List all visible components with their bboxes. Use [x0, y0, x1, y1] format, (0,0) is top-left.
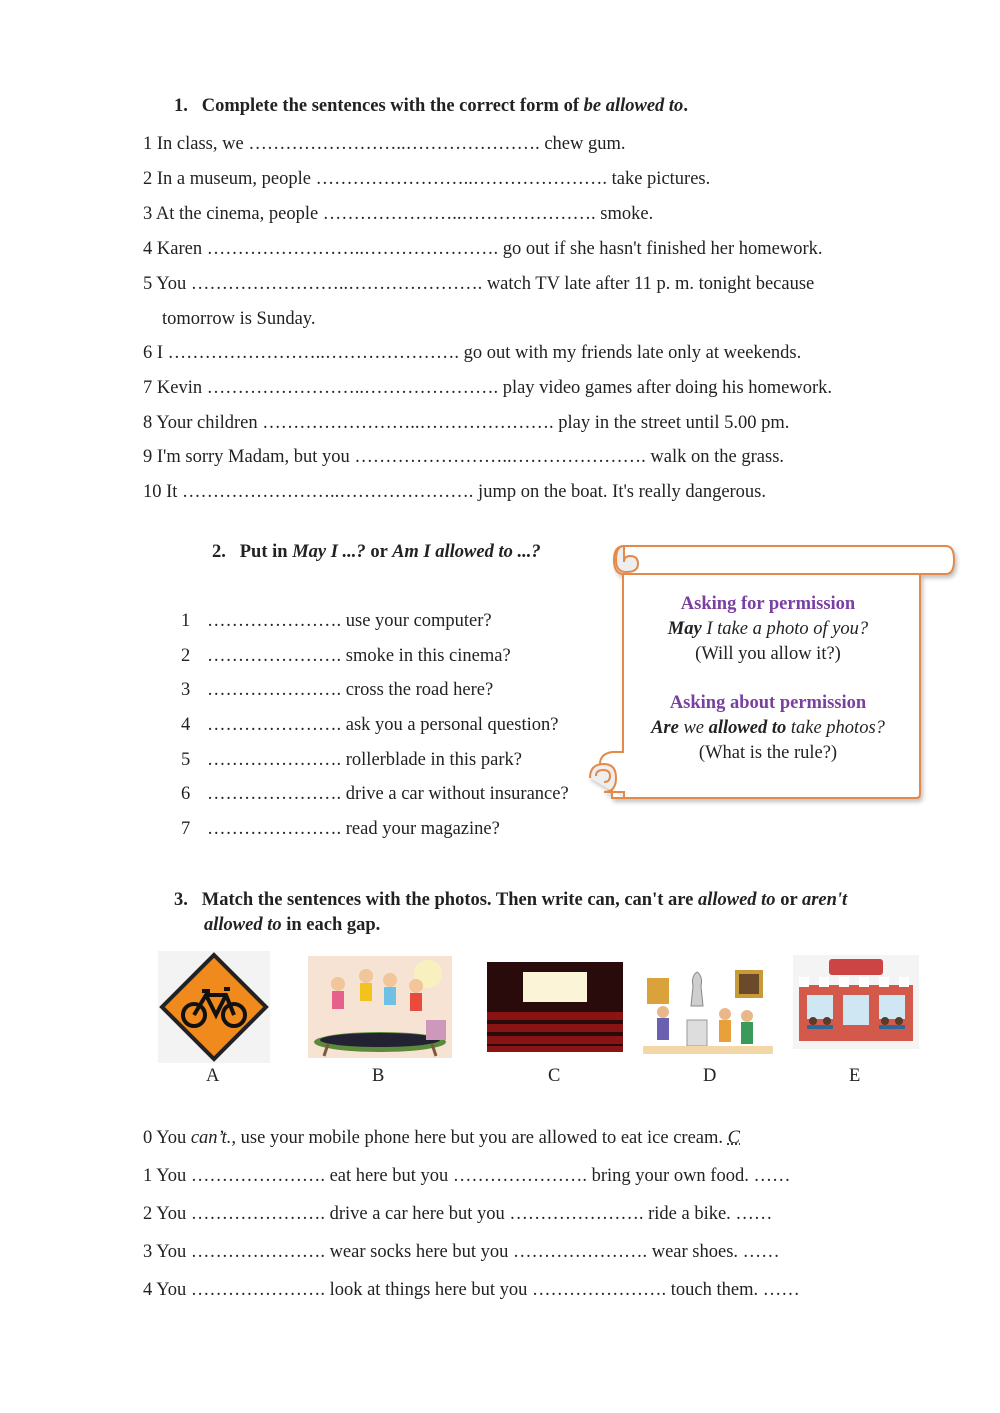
- photo-a-bicycle-sign: [158, 951, 270, 1063]
- item-number: 1: [181, 611, 191, 631]
- item-number: 7: [181, 819, 191, 839]
- ex2-item-3: [181, 680, 493, 701]
- bold-word: Are: [651, 718, 679, 738]
- title-emphasis: May I ...?: [292, 542, 366, 562]
- scroll-banner: [580, 538, 960, 808]
- photo-label-b: B: [372, 1066, 385, 1086]
- item-number: 5: [181, 750, 191, 770]
- item-text: …………………. rollerblade in this park?: [207, 750, 522, 770]
- scroll-note-2: (What is the rule?): [698, 743, 838, 763]
- ex2-item-6: [181, 784, 569, 805]
- exercise-1-title: [174, 96, 688, 117]
- ex2-item-7: [181, 819, 500, 840]
- title-end: .: [683, 96, 688, 116]
- ex1-sentence-5: 5 You ……………………..…………………. watch TV late after 11 p. m. tonight because: [143, 274, 815, 294]
- example-text: use your mobile phone here but you are allowed to eat ice cream.: [236, 1128, 728, 1148]
- item-text: …………………. ask you a personal question?: [207, 715, 559, 735]
- ex2-item-1: [181, 611, 492, 632]
- item-number: 3: [181, 680, 191, 700]
- ex1-sentence-9: 9 I'm sorry Madam, but you ……………………..…………………. walk on the grass.: [143, 447, 785, 467]
- ex1-sentence-6: 6 I ……………………..…………………. go out with my friends late only at weekends.: [143, 343, 802, 363]
- bold-word: May: [667, 619, 702, 639]
- photo-label-a: A: [206, 1066, 220, 1086]
- item-number: 6: [181, 784, 191, 804]
- title-text: in each gap.: [281, 915, 381, 935]
- example-text: take photos?: [786, 718, 885, 738]
- title-text: Match the sentences with the photos. Then write can, can't are: [201, 890, 698, 910]
- ex1-sentence-4: 4 Karen ……………………..…………………. go out if she hasn't finished her homework.: [143, 239, 823, 259]
- scroll-heading-1: Asking for permission: [680, 594, 856, 614]
- item-text: …………………. use your computer?: [207, 611, 492, 631]
- scroll-heading-2: Asking about permission: [669, 693, 867, 713]
- ex3-sentence-2: 2 You …………………. drive a car here but you …………………. ride a bike. ……: [143, 1204, 773, 1224]
- exercise-3-title: [174, 890, 847, 911]
- ex1-sentence-1: 1 In class, we ……………………..…………………. chew gum.: [143, 134, 626, 154]
- ex2-item-5: [181, 750, 522, 771]
- title-emphasis: Am I allowed to ...?: [392, 542, 541, 562]
- photo-c-cinema: [487, 962, 623, 1052]
- example-text: 0 You: [143, 1128, 191, 1148]
- ex1-sentence-3: 3 At the cinema, people …………………..…………………. smoke.: [143, 204, 654, 224]
- ex1-sentence-10: 10 It ……………………..…………………. jump on the boat. It's really dangerous.: [143, 482, 767, 502]
- ex3-sentence-4: 4 You …………………. look at things here but you …………………. touch them. ……: [143, 1280, 800, 1300]
- photo-label-e: E: [849, 1066, 861, 1086]
- example-text: I take a photo of you?: [701, 619, 869, 639]
- title-text: or: [365, 542, 393, 562]
- item-text: …………………. cross the road here?: [207, 680, 494, 700]
- exercise-number: 2.: [212, 542, 226, 562]
- photo-b-trampoline: [308, 956, 452, 1058]
- photo-e-coffee-shop: [793, 955, 919, 1049]
- scroll-note-1: (Will you allow it?): [695, 644, 841, 664]
- exercise-3-title-line2: [204, 915, 380, 936]
- title-emphasis: aren't: [801, 890, 848, 910]
- photo-d-museum: [643, 964, 773, 1056]
- example-answer-word: can’t.,: [190, 1128, 237, 1148]
- ex3-sentence-3: 3 You …………………. wear socks here but you …………………. wear shoes. ……: [143, 1242, 780, 1262]
- photo-label-c: C: [548, 1066, 561, 1086]
- title-text: Put in: [239, 542, 293, 562]
- example-text: we: [678, 718, 709, 738]
- title-emphasis: allowed to: [697, 890, 776, 910]
- ex2-item-2: [181, 646, 511, 667]
- title-text: or: [775, 890, 802, 910]
- exercise-number: 3.: [174, 890, 188, 910]
- item-number: 2: [181, 646, 191, 666]
- photo-label-d: D: [703, 1066, 717, 1086]
- scroll-example-2: [618, 718, 918, 739]
- ex1-sentence-7: 7 Kevin ……………………..…………………. play video games after doing his homework.: [143, 378, 833, 398]
- ex1-sentence-8: 8 Your children ……………………..…………………. play in the street until 5.00 pm.: [143, 413, 790, 433]
- title-text: Complete the sentences with the correct form of: [201, 96, 584, 116]
- title-emphasis: allowed to: [204, 915, 282, 935]
- example-photo-answer: C: [727, 1128, 740, 1148]
- ex1-sentence-2: 2 In a museum, people ……………………..…………………. take pictures.: [143, 169, 711, 189]
- scroll-example-1: [618, 619, 918, 640]
- item-text: …………………. drive a car without insurance?: [207, 784, 569, 804]
- ex2-item-4: [181, 715, 558, 736]
- item-text: …………………. read your magazine?: [207, 819, 500, 839]
- item-text: …………………. smoke in this cinema?: [207, 646, 511, 666]
- title-emphasis: be allowed to: [583, 96, 684, 116]
- ex3-example: [143, 1128, 740, 1149]
- ex1-sentence-5-cont: tomorrow is Sunday.: [162, 309, 316, 329]
- bold-word: allowed to: [708, 718, 787, 738]
- exercise-2-title: [212, 542, 541, 563]
- item-number: 4: [181, 715, 191, 735]
- ex3-sentence-1: 1 You …………………. eat here but you …………………. bring your own food. ……: [143, 1166, 791, 1186]
- exercise-number: 1.: [174, 96, 188, 116]
